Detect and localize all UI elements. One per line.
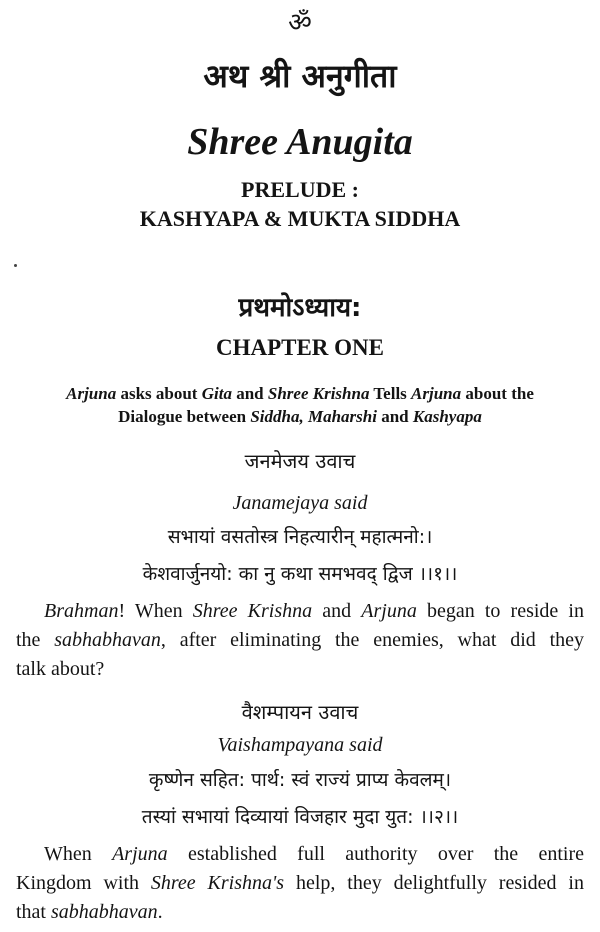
text-run: talk about? bbox=[16, 658, 105, 680]
verse-1-line-1: सभायां वसतोस्त्र निहत्यारीन् महात्मनो:। bbox=[167, 526, 433, 548]
text-run: Dialogue between bbox=[118, 407, 251, 426]
speaker-english-2: Vaishampayana said bbox=[217, 734, 383, 756]
text-run: established full authority over the entire bbox=[167, 843, 584, 865]
speaker-english-1: Janamejaya said bbox=[232, 492, 368, 514]
italic-text-run: sabhabhavan bbox=[51, 901, 158, 923]
paragraph-line bbox=[16, 869, 584, 898]
italic-text-run: sabhabhavan bbox=[54, 629, 161, 651]
margin-mark bbox=[14, 264, 17, 267]
text-run: and bbox=[376, 407, 413, 426]
italic-text-run: Shree Krishna's bbox=[150, 872, 285, 894]
prelude-subheading: KASHYAPA & MUKTA SIDDHA bbox=[139, 206, 461, 231]
italic-text-run: Shree Krishna bbox=[192, 600, 313, 622]
text-run: , after eliminating the enemies, what did they bbox=[160, 629, 584, 651]
translation-paragraph-1 bbox=[16, 597, 584, 684]
text-run: asks about bbox=[116, 384, 202, 403]
paragraph-line bbox=[16, 898, 584, 927]
italic-text-run: Arjuna bbox=[112, 843, 168, 865]
italic-text-run: Shree Krishna bbox=[267, 384, 370, 403]
italic-text-run: Arjuna bbox=[361, 600, 417, 622]
italic-text-run: Arjuna bbox=[411, 384, 462, 403]
verse-2-line-2: तस्यां सभायां दिव्यायां विजहार मुदा युत: ।।२।। bbox=[141, 806, 459, 828]
prelude-heading: PRELUDE : bbox=[241, 177, 359, 202]
text-run: Tells bbox=[369, 384, 412, 403]
title-english: Shree Anugita bbox=[187, 121, 413, 163]
text-run: about the bbox=[461, 384, 534, 403]
text-run: Kingdom with bbox=[16, 872, 151, 894]
italic-text-run: Gita bbox=[201, 384, 232, 403]
om-symbol: ॐ bbox=[288, 8, 312, 38]
italic-text-run: Siddha, Maharshi bbox=[250, 407, 377, 426]
paragraph-line bbox=[16, 840, 584, 869]
chapter-title-english: CHAPTER ONE bbox=[215, 335, 385, 360]
italic-text-run: Brahman bbox=[44, 600, 119, 622]
title-devanagari: अथ श्री अनुगीता bbox=[203, 57, 397, 95]
paragraph-line bbox=[16, 655, 584, 684]
translation-paragraph-2 bbox=[16, 840, 584, 927]
chapter-summary-line-1 bbox=[20, 382, 580, 406]
speaker-devanagari-1: जनमेजय उवाच bbox=[244, 449, 356, 473]
italic-text-run: Kashyapa bbox=[412, 407, 482, 426]
text-run: and bbox=[231, 384, 268, 403]
text-run: that bbox=[16, 901, 51, 923]
chapter-title-devanagari: प्रथमोऽध्याय: bbox=[238, 293, 362, 323]
verse-2-line-1: कृष्णेन सहित: पार्थ: स्वं राज्यं प्राप्य केवलम्। bbox=[148, 769, 452, 791]
chapter-summary-line-2 bbox=[20, 405, 580, 429]
text-run: and bbox=[312, 600, 362, 622]
text-run: help, they delightfully resided in bbox=[284, 872, 584, 894]
text-run: . bbox=[157, 901, 163, 923]
paragraph-line bbox=[16, 626, 584, 655]
verse-1-line-2: केशवार्जुनयो: का नु कथा समभवद् द्विज ।।१।। bbox=[142, 563, 458, 585]
text-run: began to reside in bbox=[416, 600, 584, 622]
text-run: the bbox=[16, 629, 55, 651]
speaker-devanagari-2: वैशम्पायन उवाच bbox=[241, 700, 359, 724]
paragraph-line bbox=[16, 597, 584, 626]
text-run: When bbox=[44, 843, 113, 865]
italic-text-run: Arjuna bbox=[66, 384, 117, 403]
text-run: ! When bbox=[118, 600, 193, 622]
